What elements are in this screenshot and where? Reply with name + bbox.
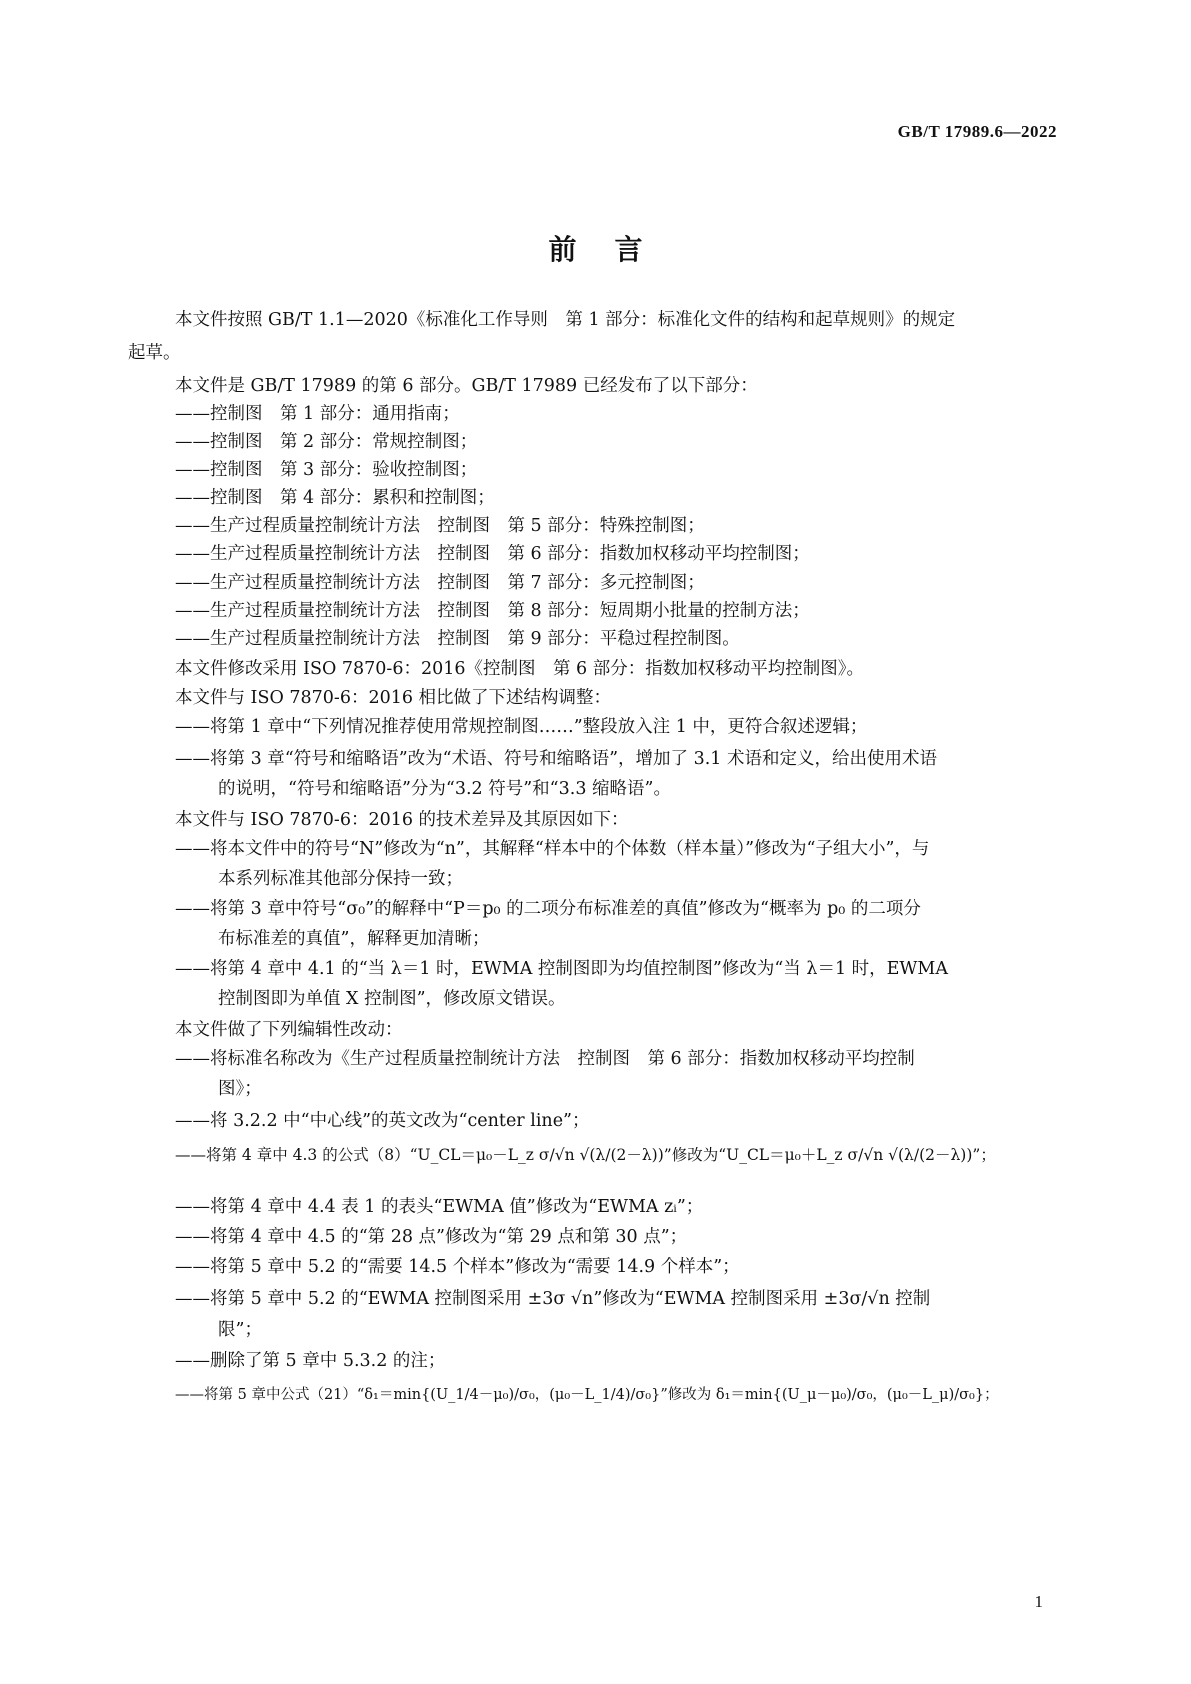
standard-number: GB/T 17989.6—2022 [897, 122, 1057, 141]
page-title: 前言 [548, 233, 681, 266]
page-number: 1 [1034, 1592, 1043, 1611]
